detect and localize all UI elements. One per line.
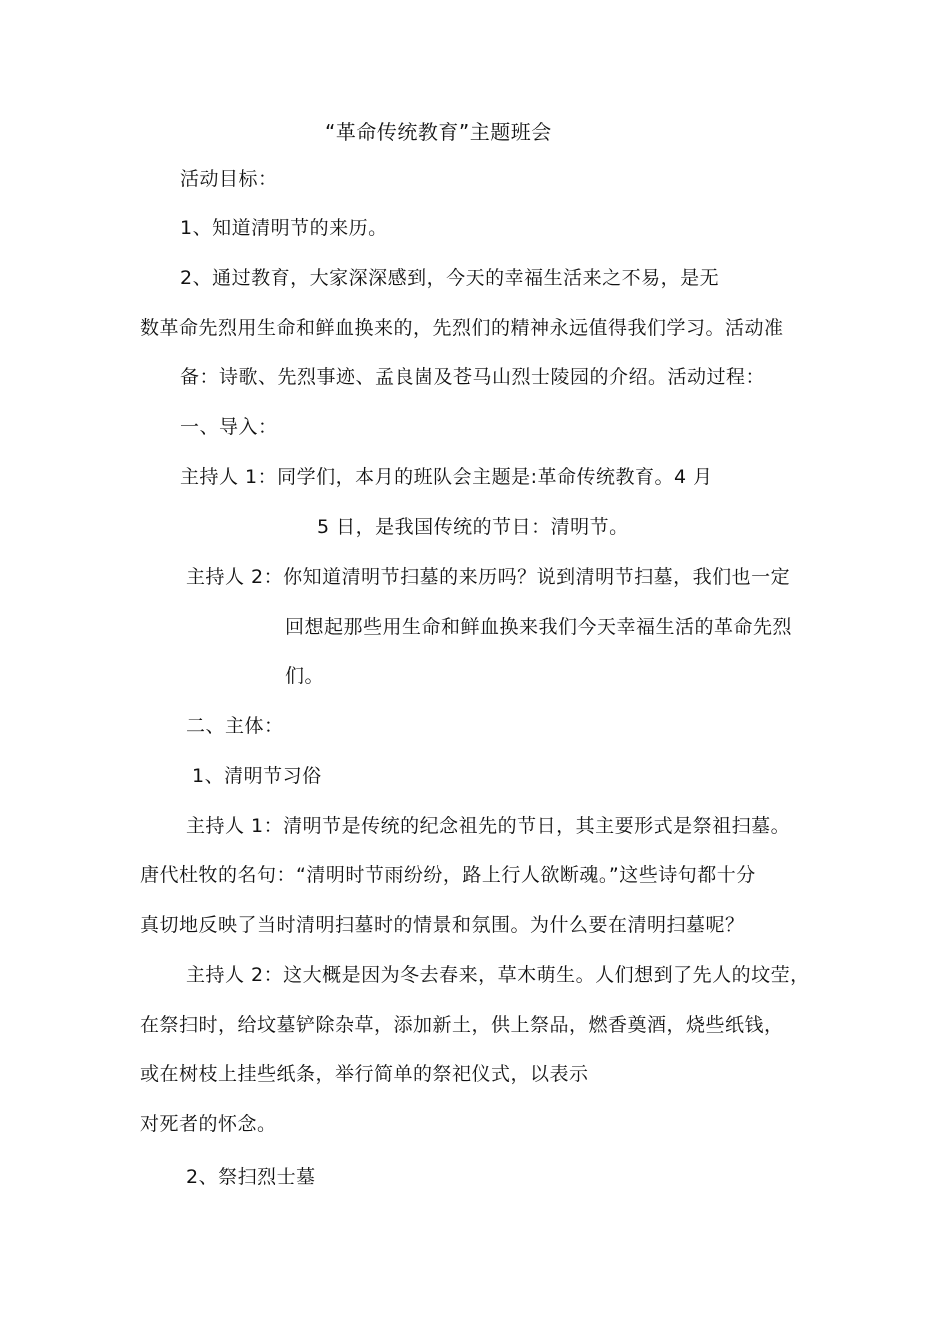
host1-body-line-2: 唐代杜牧的名句：“清明时节雨纷纷，路上行人欲断魂。”这些诗句都十分	[140, 864, 756, 886]
document-title: “革命传统教育”主题班会	[325, 120, 552, 144]
host1-intro-line-1: 主持人 1：同学们，本月的班队会主题是:革命传统教育。4 月	[180, 466, 713, 488]
goal-1: 1、知道清明节的来历。	[180, 217, 388, 239]
sub-2-heading: 2、祭扫烈士墓	[186, 1166, 316, 1188]
host2-intro-line-2: 回想起那些用生命和鲜血换来我们今天幸福生活的革命先烈	[285, 616, 793, 638]
goal-2-line-1: 2、通过教育，大家深深感到，今天的幸福生活来之不易，是无	[180, 267, 720, 289]
host1-body-line-1: 主持人 1：清明节是传统的纪念祖先的节日，其主要形式是祭祖扫墓。	[186, 815, 791, 837]
sub-1-heading: 1、清明节习俗	[192, 765, 322, 787]
activity-goal-heading: 活动目标：	[180, 168, 278, 190]
host2-body-line-3: 或在树枝上挂些纸条，举行简单的祭祀仪式，以表示	[140, 1063, 589, 1085]
host2-body-line-4: 对死者的怀念。	[140, 1113, 277, 1135]
goal-2-line-3: 备：诗歌、先烈事迹、孟良崮及苍马山烈士陵园的介绍。活动过程：	[180, 366, 766, 388]
section-2-heading: 二、主体：	[186, 715, 284, 737]
section-1-heading: 一、导入：	[180, 416, 278, 438]
host1-body-line-3: 真切地反映了当时清明扫墓时的情景和氛围。为什么要在清明扫墓呢？	[140, 914, 745, 936]
goal-2-line-2: 数革命先烈用生命和鲜血换来的，先烈们的精神永远值得我们学习。活动准	[140, 317, 784, 339]
host2-body-line-2: 在祭扫时，给坟墓铲除杂草，添加新土，供上祭品，燃香奠酒，烧些纸钱，	[140, 1014, 784, 1036]
host1-intro-line-2: 5 日，是我国传统的节日：清明节。	[317, 516, 629, 538]
host2-intro-line-1: 主持人 2：你知道清明节扫墓的来历吗？说到清明节扫墓，我们也一定	[186, 566, 791, 588]
host2-intro-line-3: 们。	[285, 665, 325, 687]
host2-body-line-1: 主持人 2：这大概是因为冬去春来，草木萌生。人们想到了先人的坟茔，	[186, 964, 810, 986]
